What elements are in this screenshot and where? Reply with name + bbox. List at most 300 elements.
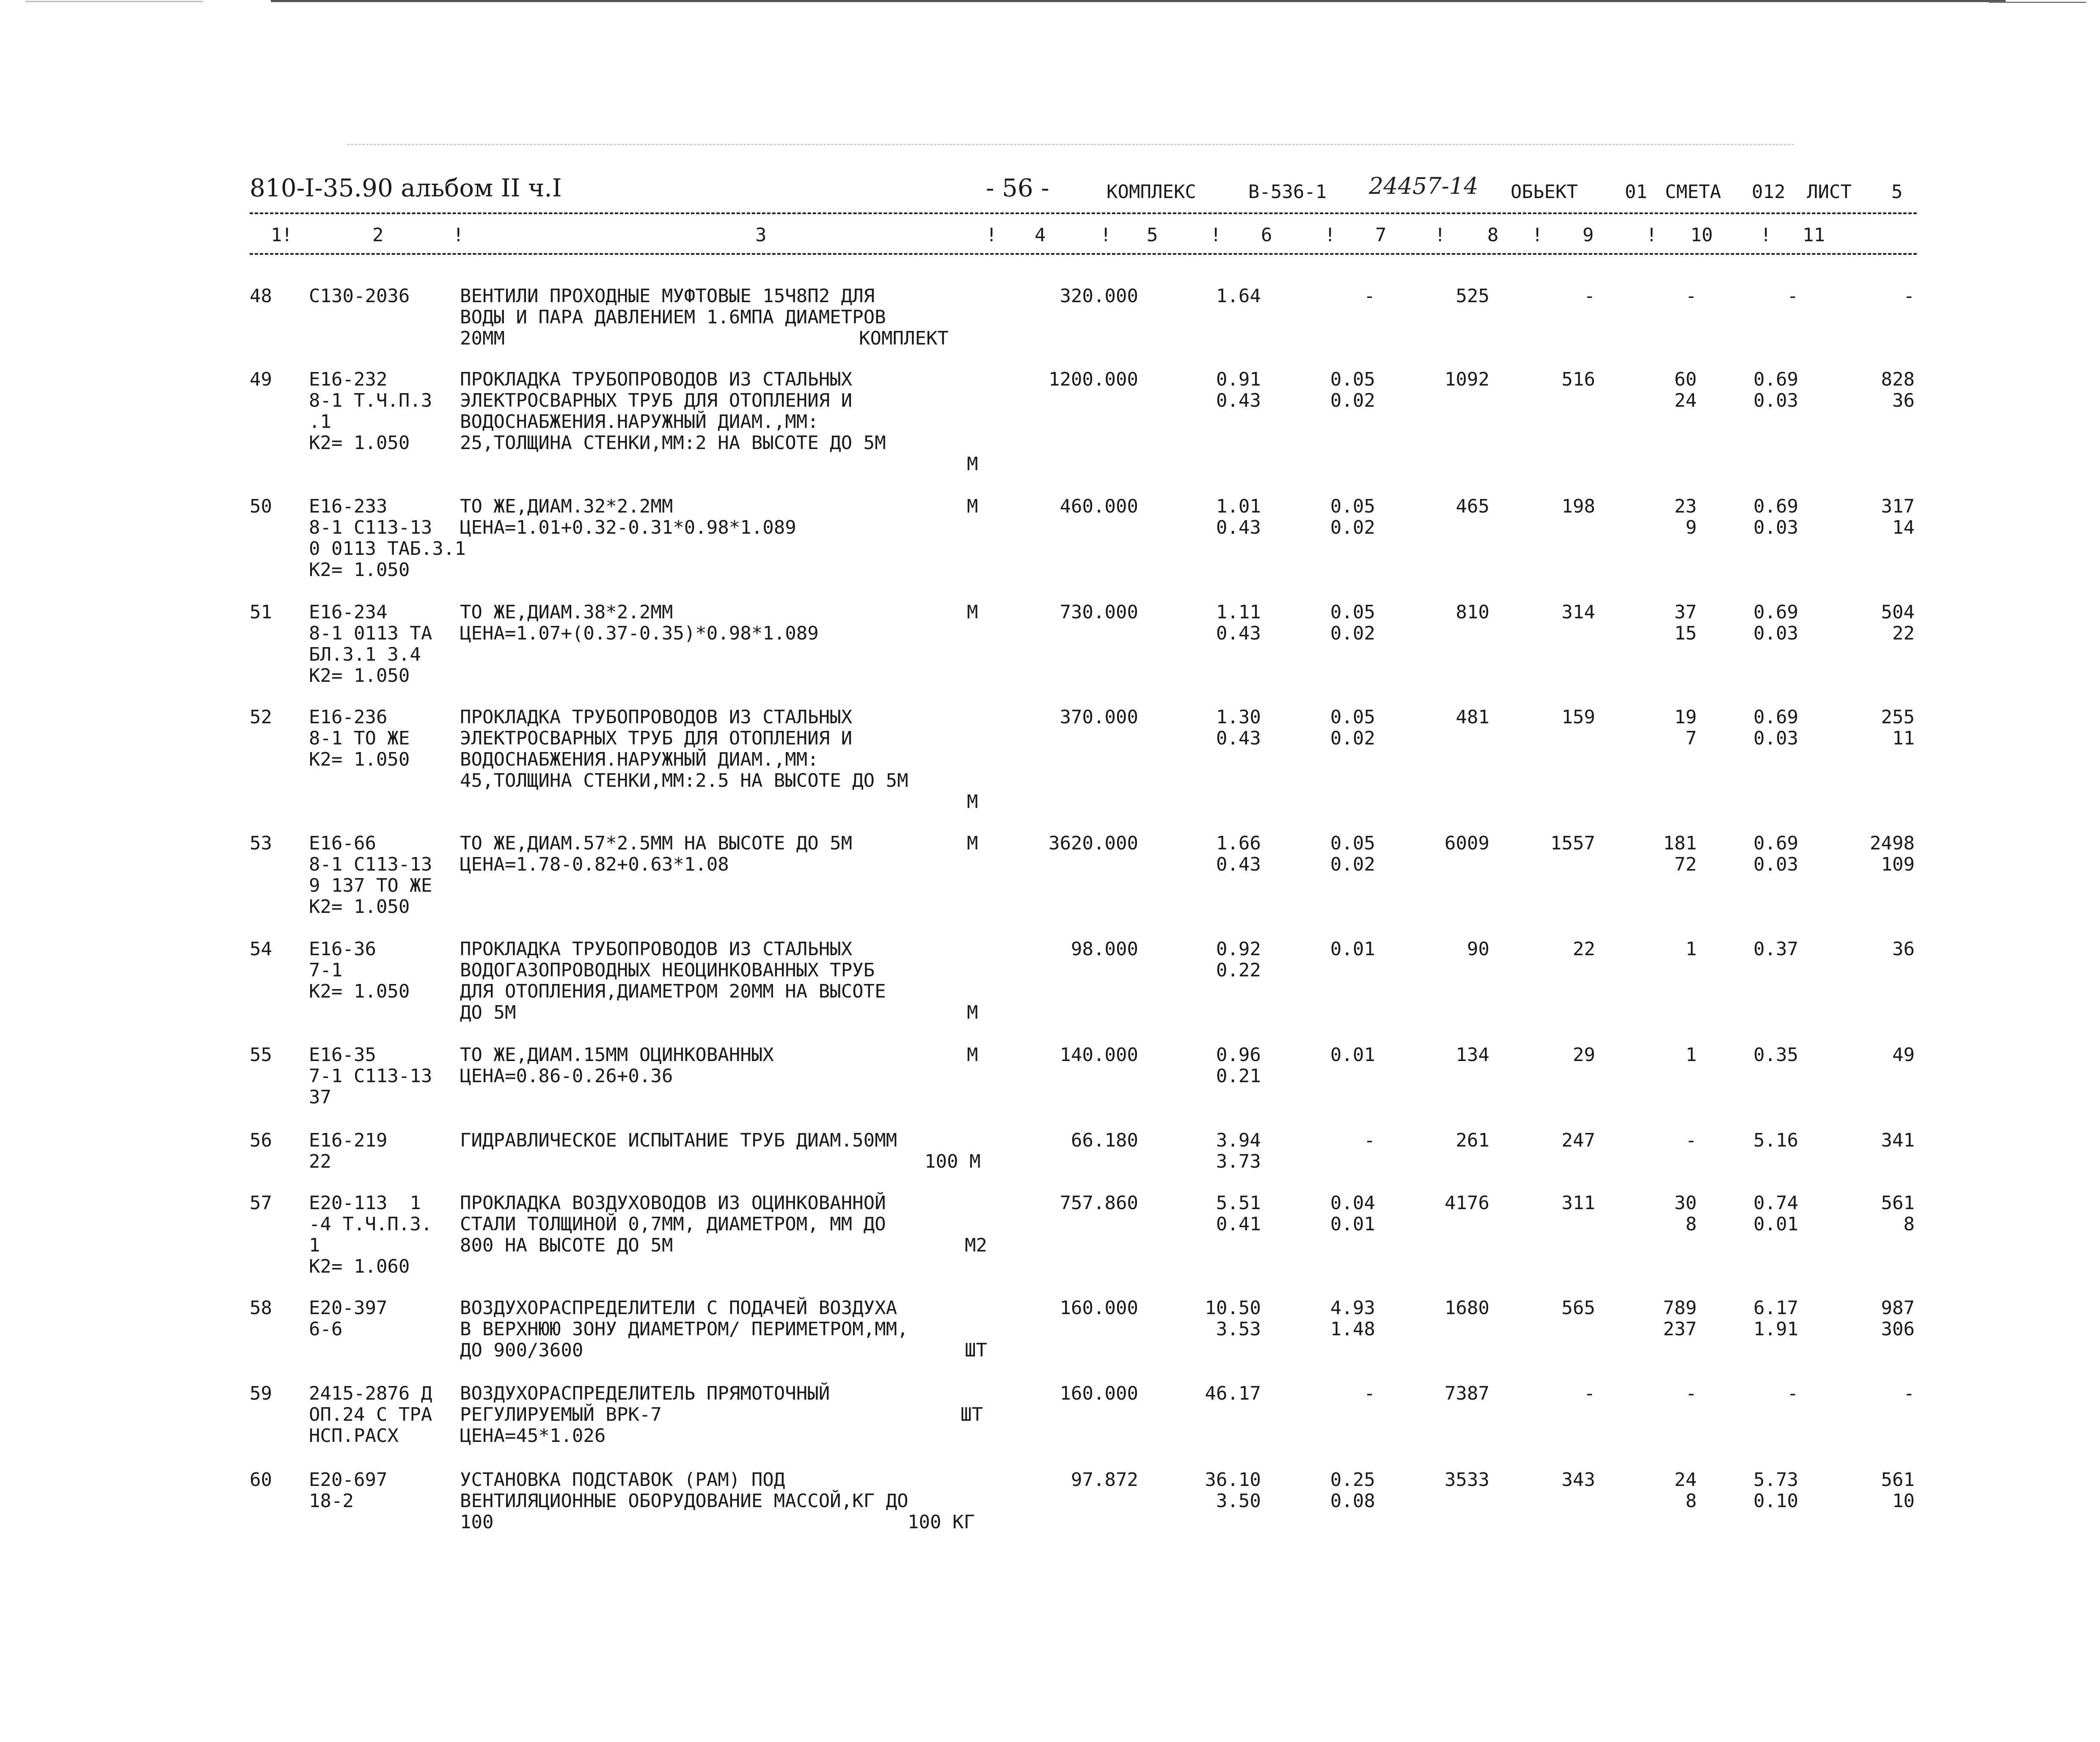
labor-total-line: 504 xyxy=(1881,601,1915,623)
labor-total-line: 11 xyxy=(1892,728,1915,749)
total-machine-line: 19 xyxy=(1674,706,1697,728)
complex-label: КОМПЛЕКС xyxy=(1106,181,1196,203)
total-machine xyxy=(1612,939,1697,960)
scan-top-edge xyxy=(271,0,2006,2)
unit-of-measure: М xyxy=(967,1002,978,1023)
total-machine xyxy=(1612,369,1697,411)
total-machine-line: 7 xyxy=(1685,728,1697,749)
labor-unit-line: 6.17 xyxy=(1753,1297,1798,1319)
header-rule-top xyxy=(250,212,1917,214)
total-cost: 1680 xyxy=(1445,1297,1489,1319)
labor-total-line: 14 xyxy=(1892,517,1915,538)
work-description-line: ВОЗДУХОРАСПРЕДЕЛИТЕЛЬ ПРЯМОТОЧНЫЙ xyxy=(460,1383,830,1404)
labor-unit xyxy=(1697,496,1798,538)
col-sep: ! xyxy=(1324,224,1336,246)
list-value: 5 xyxy=(1891,181,1903,203)
work-description-line: СТАЛИ ТОЛЩИНОЙ 0,7ММ, ДИАМЕТРОМ, ММ ДО xyxy=(460,1213,886,1235)
labor-total xyxy=(1815,602,1915,644)
norm-code-line: К2= 1.050 xyxy=(309,749,410,770)
object-value: 01 xyxy=(1625,181,1647,203)
labor-total xyxy=(1815,496,1915,538)
col-num-9: 9 xyxy=(1583,224,1594,246)
labor-unit-line: 0.74 xyxy=(1753,1192,1798,1214)
work-description-line: 20ММ xyxy=(460,328,505,349)
unit-of-measure: М xyxy=(967,1044,978,1066)
work-description-line: ПРОКЛАДКА ВОЗДУХОВОДОВ ИЗ ОЦИНКОВАННОЙ xyxy=(460,1192,886,1214)
unit-cost xyxy=(1151,1045,1261,1087)
norm-code-line: 7-1 С113-13 xyxy=(309,1065,432,1087)
unit-machine-cost-line: 1.48 xyxy=(1330,1318,1375,1340)
unit-machine-cost-line: 0.02 xyxy=(1330,728,1375,749)
unit-of-measure: М2 xyxy=(965,1235,987,1256)
norm-code xyxy=(309,939,449,1002)
unit-machine-cost-line: - xyxy=(1364,1383,1375,1404)
total-wages: 198 xyxy=(1561,496,1595,517)
work-description-line: ТО ЖЕ,ДИАМ.15ММ ОЦИНКОВАННЫХ xyxy=(460,1044,774,1066)
labor-total-line: 561 xyxy=(1881,1469,1915,1491)
col-num-6: 6 xyxy=(1261,224,1272,246)
row-number: 53 xyxy=(250,832,272,854)
norm-code-line: 1 xyxy=(309,1235,320,1256)
total-machine xyxy=(1612,1193,1697,1235)
norm-code xyxy=(309,1045,449,1108)
total-cost: 3533 xyxy=(1445,1469,1489,1491)
labor-unit-line: 0.69 xyxy=(1753,601,1798,623)
unit-of-measure: М xyxy=(967,496,978,517)
total-machine xyxy=(1612,707,1697,749)
row-number: 58 xyxy=(250,1297,272,1319)
norm-code-line: Е16-219 xyxy=(309,1130,388,1151)
labor-total xyxy=(1815,833,1915,875)
work-description-line: УСТАНОВКА ПОДСТАВОК (РАМ) ПОД xyxy=(460,1469,785,1491)
work-description-line: ВЕНТИЛИ ПРОХОДНЫЕ МУФТОВЫЕ 15Ч8П2 ДЛЯ xyxy=(460,285,875,307)
labor-total xyxy=(1815,1469,1915,1512)
unit-cost-line: 1.11 xyxy=(1216,601,1261,623)
labor-unit xyxy=(1697,369,1798,411)
unit-machine-cost-line: 4.93 xyxy=(1330,1297,1375,1319)
document-header xyxy=(250,169,1942,207)
album-title: 810-I-35.90 альбом II ч.I xyxy=(250,174,562,202)
norm-code-line: К2= 1.060 xyxy=(309,1256,410,1277)
labor-unit-line: 0.03 xyxy=(1753,854,1798,875)
norm-code xyxy=(309,1383,449,1447)
work-description-line: ЦЕНА=1.78-0.82+0.63*1.08 xyxy=(460,854,729,875)
quantity: 320.000 xyxy=(1060,285,1138,307)
row-number: 52 xyxy=(250,706,272,728)
row-number: 56 xyxy=(250,1130,272,1151)
total-wages: 343 xyxy=(1561,1469,1595,1491)
labor-unit xyxy=(1697,707,1798,749)
labor-unit-line: 0.03 xyxy=(1753,390,1798,411)
unit-cost xyxy=(1151,496,1261,538)
norm-code-line: С130-2036 xyxy=(309,285,410,307)
work-description-line: ВОЗДУХОРАСПРЕДЕЛИТЕЛИ С ПОДАЧЕЙ ВОЗДУХА xyxy=(460,1297,897,1319)
quantity: 460.000 xyxy=(1060,496,1138,517)
unit-machine-cost xyxy=(1265,1193,1375,1235)
unit-cost-line: 0.22 xyxy=(1216,959,1261,981)
total-machine-line: 789 xyxy=(1663,1297,1697,1319)
list-label: ЛИСТ xyxy=(1807,181,1852,203)
row-number: 60 xyxy=(250,1469,272,1491)
unit-of-measure: ШТ xyxy=(965,1340,987,1361)
labor-unit-line: 0.03 xyxy=(1753,728,1798,749)
norm-code xyxy=(309,833,449,918)
unit-cost-line: 0.43 xyxy=(1216,517,1261,538)
total-wages: 1557 xyxy=(1550,832,1595,854)
col-sep: ! xyxy=(1210,224,1222,246)
norm-code-line: Е20-113 1 xyxy=(309,1192,421,1214)
col-num-1: 1 xyxy=(271,224,282,246)
total-cost: 6009 xyxy=(1445,832,1489,854)
labor-unit xyxy=(1697,1469,1798,1512)
norm-code-line: Е16-66 xyxy=(309,832,376,854)
unit-of-measure: 100 КГ xyxy=(908,1511,975,1533)
norm-code-line: .1 xyxy=(309,411,331,433)
total-cost: 7387 xyxy=(1445,1383,1489,1404)
work-description-line: ЦЕНА=1.01+0.32-0.31*0.98*1.089 xyxy=(460,517,796,538)
labor-total-line: - xyxy=(1903,1383,1915,1404)
total-machine-line: 9 xyxy=(1685,517,1697,538)
work-description-line: ТО ЖЕ,ДИАМ.38*2.2ММ xyxy=(460,601,673,623)
norm-code-line: К2= 1.050 xyxy=(309,559,410,581)
unit-cost-line: 3.73 xyxy=(1216,1151,1261,1172)
norm-code-line: Е16-234 xyxy=(309,601,388,623)
column-numbers xyxy=(250,220,1917,250)
norm-code-line: 6-6 xyxy=(309,1318,343,1340)
labor-unit xyxy=(1697,1045,1798,1066)
unit-of-measure: 100 М xyxy=(925,1151,981,1172)
unit-cost xyxy=(1151,707,1261,749)
total-cost: 465 xyxy=(1456,496,1489,517)
row-number: 49 xyxy=(250,369,272,390)
norm-code-line: ОП.24 С ТРА xyxy=(309,1404,432,1425)
work-description-line: ЭЛЕКТРОСВАРНЫХ ТРУБ ДЛЯ ОТОПЛЕНИЯ И xyxy=(460,728,853,749)
unit-machine-cost-line: 0.05 xyxy=(1330,369,1375,390)
total-machine-line: 1 xyxy=(1685,938,1697,960)
col-num-10: 10 xyxy=(1690,224,1713,246)
total-machine-line: 237 xyxy=(1663,1318,1697,1340)
norm-code-line: 8-1 ТО ЖЕ xyxy=(309,728,410,749)
norm-code-line: Е20-397 xyxy=(309,1297,388,1319)
col-num-11: 11 xyxy=(1803,224,1825,246)
total-wages: 565 xyxy=(1561,1297,1595,1319)
total-machine-line: 24 xyxy=(1674,1469,1697,1491)
unit-machine-cost xyxy=(1265,1298,1375,1340)
unit-machine-cost-line: 0.01 xyxy=(1330,938,1375,960)
unit-machine-cost-line: 0.05 xyxy=(1330,706,1375,728)
norm-code-line: 22 xyxy=(309,1151,331,1172)
total-cost: 810 xyxy=(1456,601,1489,623)
total-machine-line: 60 xyxy=(1674,369,1697,390)
unit-cost-line: 0.91 xyxy=(1216,369,1261,390)
norm-code xyxy=(309,286,449,307)
labor-total-line: 109 xyxy=(1881,854,1915,875)
unit-machine-cost-line: 0.02 xyxy=(1330,517,1375,538)
unit-machine-cost-line: 0.02 xyxy=(1330,623,1375,644)
total-machine-line: 23 xyxy=(1674,496,1697,517)
unit-machine-cost xyxy=(1265,369,1375,411)
unit-cost xyxy=(1151,833,1261,875)
work-description-line: ДО 5М xyxy=(460,1002,516,1023)
norm-code-line: Е16-233 xyxy=(309,496,388,517)
unit-machine-cost xyxy=(1265,833,1375,875)
unit-cost-line: 0.43 xyxy=(1216,390,1261,411)
total-cost: 481 xyxy=(1456,706,1489,728)
labor-total-line: 2498 xyxy=(1870,832,1915,854)
col-num-5: 5 xyxy=(1147,224,1158,246)
norm-code-line: 37 xyxy=(309,1086,331,1108)
total-machine-line: - xyxy=(1685,1383,1697,1404)
work-description-line: ПРОКЛАДКА ТРУБОПРОВОДОВ ИЗ СТАЛЬНЫХ xyxy=(460,369,853,390)
labor-unit-line: 0.37 xyxy=(1753,938,1798,960)
labor-total xyxy=(1815,1130,1915,1151)
unit-machine-cost xyxy=(1265,286,1375,307)
labor-unit-line: 0.03 xyxy=(1753,517,1798,538)
labor-total xyxy=(1815,1045,1915,1066)
norm-code xyxy=(309,707,449,770)
labor-unit xyxy=(1697,833,1798,875)
quantity: 140.000 xyxy=(1060,1044,1138,1066)
total-machine-line: - xyxy=(1685,285,1697,307)
total-wages: 22 xyxy=(1573,938,1595,960)
unit-cost xyxy=(1151,939,1261,981)
complex-value: В-536-1 xyxy=(1248,181,1327,203)
work-description-line: ВОДОСНАБЖЕНИЯ.НАРУЖНЫЙ ДИАМ.,ММ: xyxy=(460,411,819,433)
norm-code-line: 18-2 xyxy=(309,1490,354,1512)
total-machine xyxy=(1612,286,1697,307)
labor-unit-line: 0.35 xyxy=(1753,1044,1798,1066)
total-machine xyxy=(1612,1469,1697,1512)
row-number: 51 xyxy=(250,601,272,623)
norm-code xyxy=(309,496,466,581)
total-wages: 314 xyxy=(1561,601,1595,623)
unit-machine-cost-line: 0.05 xyxy=(1330,496,1375,517)
labor-unit xyxy=(1697,286,1798,307)
col-num-4: 4 xyxy=(1035,224,1046,246)
labor-unit-line: - xyxy=(1787,1383,1798,1404)
col-num-7: 7 xyxy=(1375,224,1387,246)
row-number: 55 xyxy=(250,1044,272,1066)
unit-machine-cost-line: - xyxy=(1364,1130,1375,1151)
unit-machine-cost xyxy=(1265,939,1375,960)
norm-code xyxy=(309,1193,449,1277)
labor-total-line: 341 xyxy=(1881,1130,1915,1151)
unit-of-measure: М xyxy=(967,453,978,475)
labor-unit-line: 0.01 xyxy=(1753,1213,1798,1235)
quantity: 97.872 xyxy=(1071,1469,1138,1491)
norm-code-line: 0 0113 ТАБ.3.1 xyxy=(309,538,466,560)
unit-cost-line: 0.41 xyxy=(1216,1213,1261,1235)
total-machine xyxy=(1612,602,1697,644)
norm-code-line: Е16-236 xyxy=(309,706,388,728)
col-sep: ! xyxy=(1532,224,1543,246)
total-cost: 90 xyxy=(1467,938,1489,960)
header-rule-bottom xyxy=(250,253,1917,255)
labor-unit xyxy=(1697,939,1798,960)
total-machine-line: 1 xyxy=(1685,1044,1697,1066)
total-machine xyxy=(1612,1383,1697,1404)
unit-cost-line: 0.21 xyxy=(1216,1065,1261,1087)
unit-cost xyxy=(1151,602,1261,644)
work-description-line: ВОДОГАЗОПРОВОДНЫХ НЕОЦИНКОВАННЫХ ТРУБ xyxy=(460,959,875,981)
work-description-line: ТО ЖЕ,ДИАМ.57*2.5ММ НА ВЫСОТЕ ДО 5М xyxy=(460,832,853,854)
work-description-line: ВОДОСНАБЖЕНИЯ.НАРУЖНЫЙ ДИАМ.,ММ: xyxy=(460,749,819,770)
unit-machine-cost-line: 0.25 xyxy=(1330,1469,1375,1491)
norm-code-line: -4 Т.Ч.П.3. xyxy=(309,1213,432,1235)
labor-total-line: 8 xyxy=(1903,1213,1915,1235)
labor-unit-line: 0.69 xyxy=(1753,706,1798,728)
norm-code xyxy=(309,1469,449,1512)
unit-machine-cost-line: 0.02 xyxy=(1330,854,1375,875)
labor-total xyxy=(1815,286,1915,307)
work-description-line: 800 НА ВЫСОТЕ ДО 5М xyxy=(460,1235,673,1256)
norm-code-line: 8-1 Т.Ч.П.3 xyxy=(309,390,432,411)
unit-cost xyxy=(1151,1383,1261,1404)
norm-code xyxy=(309,369,449,454)
norm-code-line: БЛ.3.1 3.4 xyxy=(309,644,421,665)
total-machine-line: 181 xyxy=(1663,832,1697,854)
labor-unit-line: 5.73 xyxy=(1753,1469,1798,1491)
norm-code-line: К2= 1.050 xyxy=(309,432,410,454)
labor-unit-line: 0.69 xyxy=(1753,496,1798,517)
work-description-line: ЦЕНА=45*1.026 xyxy=(460,1425,606,1447)
total-wages: - xyxy=(1584,285,1595,307)
unit-cost xyxy=(1151,1298,1261,1340)
norm-code-line: НСП.РАСХ xyxy=(309,1425,399,1447)
work-description-line: ВЕНТИЛЯЦИОННЫЕ ОБОРУДОВАНИЕ МАССОЙ,КГ ДО xyxy=(460,1490,908,1512)
unit-cost-line: 1.66 xyxy=(1216,832,1261,854)
total-wages: 29 xyxy=(1573,1044,1595,1066)
unit-of-measure: КОМПЛЕКТ xyxy=(859,328,949,349)
unit-machine-cost-line: 0.01 xyxy=(1330,1213,1375,1235)
unit-cost-line: 3.94 xyxy=(1216,1130,1261,1151)
col-num-2: 2 xyxy=(372,224,384,246)
total-wages: 311 xyxy=(1561,1192,1595,1214)
labor-unit-line: - xyxy=(1787,285,1798,307)
unit-of-measure: ШТ xyxy=(961,1404,983,1425)
unit-cost xyxy=(1151,1469,1261,1512)
labor-unit-line: 0.10 xyxy=(1753,1490,1798,1512)
total-machine-line: 37 xyxy=(1674,601,1697,623)
col-sep: ! xyxy=(1100,224,1112,246)
labor-total xyxy=(1815,707,1915,749)
quantity: 66.180 xyxy=(1071,1130,1138,1151)
work-description-line: РЕГУЛИРУЕМЫЙ ВРК-7 xyxy=(460,1404,662,1425)
labor-total-line: 22 xyxy=(1892,623,1915,644)
unit-cost xyxy=(1151,369,1261,411)
quantity: 730.000 xyxy=(1060,601,1138,623)
unit-cost-line: 0.92 xyxy=(1216,938,1261,960)
labor-unit xyxy=(1697,1383,1798,1404)
labor-total-line: 987 xyxy=(1881,1297,1915,1319)
unit-cost-line: 0.96 xyxy=(1216,1044,1261,1066)
norm-code-line: Е20-697 xyxy=(309,1469,388,1491)
norm-code-line: Е16-232 xyxy=(309,369,388,390)
unit-of-measure: М xyxy=(967,791,978,813)
work-description-line: 100 xyxy=(460,1511,494,1533)
unit-cost-line: 36.10 xyxy=(1205,1469,1261,1491)
labor-total-line: 306 xyxy=(1881,1318,1915,1340)
unit-machine-cost-line: 0.04 xyxy=(1330,1192,1375,1214)
total-machine-line: - xyxy=(1685,1130,1697,1151)
row-number: 50 xyxy=(250,496,272,517)
unit-cost-line: 3.53 xyxy=(1216,1318,1261,1340)
unit-cost-line: 5.51 xyxy=(1216,1192,1261,1214)
work-description-line: ЦЕНА=0.86-0.26+0.36 xyxy=(460,1065,673,1087)
unit-machine-cost-line: 0.01 xyxy=(1330,1044,1375,1066)
unit-cost-line: 46.17 xyxy=(1205,1383,1261,1404)
unit-cost-line: 0.43 xyxy=(1216,854,1261,875)
total-machine xyxy=(1612,1130,1697,1151)
total-wages: 247 xyxy=(1561,1130,1595,1151)
row-number: 59 xyxy=(250,1383,272,1404)
work-description-line: ЭЛЕКТРОСВАРНЫХ ТРУБ ДЛЯ ОТОПЛЕНИЯ И xyxy=(460,390,853,411)
unit-cost-line: 1.64 xyxy=(1216,285,1261,307)
work-description-line: ПРОКЛАДКА ТРУБОПРОВОДОВ ИЗ СТАЛЬНЫХ xyxy=(460,938,853,960)
unit-machine-cost xyxy=(1265,1469,1375,1512)
labor-unit-line: 0.03 xyxy=(1753,623,1798,644)
total-machine-line: 24 xyxy=(1674,390,1697,411)
total-machine xyxy=(1612,1298,1697,1340)
labor-total-line: 49 xyxy=(1892,1044,1915,1066)
unit-machine-cost xyxy=(1265,496,1375,538)
unit-of-measure: М xyxy=(967,601,978,623)
labor-unit-line: 5.16 xyxy=(1753,1130,1798,1151)
handwritten-number: 24457-14 xyxy=(1369,173,1478,199)
work-description-line: ГИДРАВЛИЧЕСКОЕ ИСПЫТАНИЕ ТРУБ ДИАМ.50ММ xyxy=(460,1130,897,1151)
page-number: - 56 - xyxy=(986,174,1049,202)
unit-machine-cost xyxy=(1265,602,1375,644)
unit-cost-line: 1.30 xyxy=(1216,706,1261,728)
unit-cost xyxy=(1151,1130,1261,1172)
total-cost: 4176 xyxy=(1445,1192,1489,1214)
total-machine xyxy=(1612,496,1697,538)
labor-unit xyxy=(1697,1130,1798,1151)
total-cost: 525 xyxy=(1456,285,1489,307)
smeta-value: 012 xyxy=(1752,181,1786,203)
row-number: 48 xyxy=(250,285,272,307)
unit-machine-cost xyxy=(1265,707,1375,749)
unit-machine-cost-line: 0.08 xyxy=(1330,1490,1375,1512)
norm-code-line: К2= 1.050 xyxy=(309,896,410,918)
scan-top-edge-right xyxy=(1989,2,2086,3)
labor-total xyxy=(1815,939,1915,960)
unit-machine-cost xyxy=(1265,1130,1375,1151)
norm-code-line: К2= 1.050 xyxy=(309,665,410,686)
unit-cost-line: 10.50 xyxy=(1205,1297,1261,1319)
unit-cost-line: 1.01 xyxy=(1216,496,1261,517)
labor-total-line: 561 xyxy=(1881,1192,1915,1214)
labor-total-line: 36 xyxy=(1892,390,1915,411)
total-machine-line: 30 xyxy=(1674,1192,1697,1214)
quantity: 160.000 xyxy=(1060,1297,1138,1319)
unit-cost xyxy=(1151,286,1261,307)
norm-code-line: 2415-2876 Д xyxy=(309,1383,432,1404)
quantity: 370.000 xyxy=(1060,706,1138,728)
unit-machine-cost-line: 0.05 xyxy=(1330,832,1375,854)
total-machine-line: 8 xyxy=(1685,1213,1697,1235)
total-machine-line: 72 xyxy=(1674,854,1697,875)
work-description-line: ВОДЫ И ПАРА ДАВЛЕНИЕМ 1.6МПА ДИАМЕТРОВ xyxy=(460,306,886,328)
col-sep: ! xyxy=(281,224,293,246)
total-cost: 1092 xyxy=(1445,369,1489,390)
work-description-line: ДО 900/3600 xyxy=(460,1340,583,1361)
work-description-line: В ВЕРХНЮЮ ЗОНУ ДИАМЕТРОМ/ ПЕРИМЕТРОМ,ММ, xyxy=(460,1318,908,1340)
norm-code xyxy=(309,1130,449,1172)
labor-unit xyxy=(1697,602,1798,644)
scan-top-edge-left xyxy=(25,1,203,2)
norm-code-line: 8-1 0113 ТА xyxy=(309,623,432,644)
